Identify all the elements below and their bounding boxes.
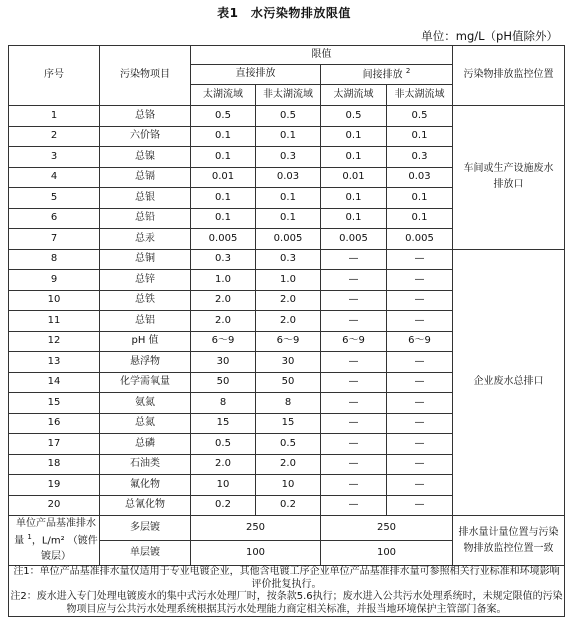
direct-non-taihu-value: 6～9 <box>256 331 321 352</box>
indirect-taihu-value: — <box>321 434 387 455</box>
row-number: 1 <box>9 106 100 127</box>
row-number: 12 <box>9 331 100 352</box>
row-number: 14 <box>9 372 100 393</box>
direct-taihu-value: 0.1 <box>191 147 256 168</box>
header-limit: 限值 <box>191 46 453 65</box>
direct-taihu-value: 0.2 <box>191 495 256 516</box>
indirect-taihu-value: — <box>321 249 387 270</box>
header-indirect-taihu: 太湖流域 <box>321 85 387 106</box>
pollutant-name: 总银 <box>100 188 191 209</box>
base-multi-indirect: 250 <box>321 516 453 541</box>
pollutant-name: 总氰化物 <box>100 495 191 516</box>
pollutant-name: 总镍 <box>100 147 191 168</box>
direct-taihu-value: 50 <box>191 372 256 393</box>
row-number: 6 <box>9 208 100 229</box>
unit-note: 单位：mg/L（pH值除外） <box>421 29 558 43</box>
header-item: 污染物项目 <box>100 46 191 106</box>
direct-non-taihu-value: 8 <box>256 393 321 414</box>
pollutant-name: 总汞 <box>100 229 191 250</box>
indirect-non-taihu-value: 6～9 <box>387 331 453 352</box>
pollutant-name: 总锌 <box>100 270 191 291</box>
direct-non-taihu-value: 0.3 <box>256 147 321 168</box>
notes-block <box>9 566 565 617</box>
indirect-non-taihu-value: — <box>387 434 453 455</box>
direct-non-taihu-value: 0.005 <box>256 229 321 250</box>
indirect-taihu-value: 0.1 <box>321 208 387 229</box>
direct-taihu-value: 15 <box>191 413 256 434</box>
indirect-non-taihu-value: — <box>387 372 453 393</box>
header-indirect: 间接排放 $^2$ <box>321 65 453 85</box>
base-drainage-label: 单位产品基准排水量 $^1$，L/m² （镀件镀层） <box>9 516 100 566</box>
indirect-taihu-value: — <box>321 413 387 434</box>
direct-taihu-value: 0.1 <box>191 208 256 229</box>
direct-taihu-value: 6～9 <box>191 331 256 352</box>
indirect-non-taihu-value: — <box>387 352 453 373</box>
row-number: 10 <box>9 290 100 311</box>
base-single-indirect: 100 <box>321 541 453 566</box>
direct-non-taihu-value: 0.5 <box>256 434 321 455</box>
row-number: 15 <box>9 393 100 414</box>
indirect-taihu-value: — <box>321 270 387 291</box>
indirect-non-taihu-value: — <box>387 495 453 516</box>
direct-non-taihu-value: 0.03 <box>256 167 321 188</box>
direct-non-taihu-value: 0.2 <box>256 495 321 516</box>
indirect-non-taihu-value: 0.5 <box>387 106 453 127</box>
indirect-non-taihu-value: 0.03 <box>387 167 453 188</box>
indirect-taihu-value: 6～9 <box>321 331 387 352</box>
indirect-taihu-value: — <box>321 454 387 475</box>
indirect-non-taihu-value: — <box>387 311 453 332</box>
base-multi-label: 多层镀 <box>100 516 191 541</box>
row-number: 16 <box>9 413 100 434</box>
pollutant-name: 总氮 <box>100 413 191 434</box>
direct-non-taihu-value: 0.3 <box>256 249 321 270</box>
header-direct-non-taihu: 非太湖流域 <box>256 85 321 106</box>
direct-taihu-value: 1.0 <box>191 270 256 291</box>
direct-taihu-value: 0.3 <box>191 249 256 270</box>
direct-taihu-value: 0.5 <box>191 434 256 455</box>
header-seq: 序号 <box>9 46 100 106</box>
pollutant-name: 总磷 <box>100 434 191 455</box>
direct-taihu-value: 2.0 <box>191 290 256 311</box>
direct-taihu-value: 2.0 <box>191 311 256 332</box>
row-number: 7 <box>9 229 100 250</box>
direct-taihu-value: 2.0 <box>191 454 256 475</box>
indirect-non-taihu-value: — <box>387 475 453 496</box>
base-multi-direct: 250 <box>191 516 321 541</box>
indirect-taihu-value: 0.01 <box>321 167 387 188</box>
header-direct: 直接排放 <box>191 65 321 85</box>
pollutant-name: 石油类 <box>100 454 191 475</box>
direct-taihu-value: 10 <box>191 475 256 496</box>
direct-taihu-value: 0.5 <box>191 106 256 127</box>
row-number: 4 <box>9 167 100 188</box>
indirect-non-taihu-value: — <box>387 290 453 311</box>
indirect-non-taihu-value: — <box>387 454 453 475</box>
row-number: 19 <box>9 475 100 496</box>
direct-taihu-value: 0.005 <box>191 229 256 250</box>
indirect-taihu-value: — <box>321 475 387 496</box>
row-number: 18 <box>9 454 100 475</box>
pollutant-name: 六价铬 <box>100 126 191 147</box>
base-monitor: 排水量计量位置与污染物排放监控位置一致 <box>453 516 565 566</box>
direct-non-taihu-value: 0.1 <box>256 208 321 229</box>
direct-taihu-value: 30 <box>191 352 256 373</box>
direct-taihu-value: 8 <box>191 393 256 414</box>
direct-non-taihu-value: 2.0 <box>256 311 321 332</box>
indirect-non-taihu-value: 0.3 <box>387 147 453 168</box>
pollutant-name: 总铁 <box>100 290 191 311</box>
indirect-taihu-value: — <box>321 290 387 311</box>
indirect-taihu-value: 0.1 <box>321 188 387 209</box>
direct-taihu-value: 0.01 <box>191 167 256 188</box>
direct-non-taihu-value: 2.0 <box>256 290 321 311</box>
row-number: 20 <box>9 495 100 516</box>
indirect-taihu-value: — <box>321 393 387 414</box>
direct-non-taihu-value: 0.1 <box>256 188 321 209</box>
indirect-taihu-value: — <box>321 372 387 393</box>
note-1: 注1：单位产品基准排水量仅适用于专业电镀企业，其他含电镀工序企业单位产品基准排水量可参照相关行业标准和环境影响评价批复执行。 <box>13 566 560 590</box>
direct-taihu-value: 0.1 <box>191 126 256 147</box>
indirect-taihu-value: — <box>321 352 387 373</box>
pollutant-name: 总铅 <box>100 208 191 229</box>
pollutant-name: 氟化物 <box>100 475 191 496</box>
row-number: 2 <box>9 126 100 147</box>
pollutant-name: 总镉 <box>100 167 191 188</box>
table-title: 表1 水污染物排放限值 <box>217 6 351 20</box>
indirect-non-taihu-value: 0.1 <box>387 126 453 147</box>
direct-non-taihu-value: 50 <box>256 372 321 393</box>
pollutant-name: 总铝 <box>100 311 191 332</box>
row-number: 3 <box>9 147 100 168</box>
row-number: 9 <box>9 270 100 291</box>
direct-non-taihu-value: 1.0 <box>256 270 321 291</box>
indirect-taihu-value: 0.005 <box>321 229 387 250</box>
row-number: 5 <box>9 188 100 209</box>
indirect-taihu-value: 0.1 <box>321 147 387 168</box>
pollutant-name: pH 值 <box>100 331 191 352</box>
header-monitor: 污染物排放监控位置 <box>453 46 565 106</box>
row-number: 8 <box>9 249 100 270</box>
direct-taihu-value: 0.1 <box>191 188 256 209</box>
indirect-non-taihu-value: — <box>387 393 453 414</box>
indirect-non-taihu-value: 0.005 <box>387 229 453 250</box>
indirect-taihu-value: — <box>321 495 387 516</box>
indirect-taihu-value: 0.1 <box>321 126 387 147</box>
indirect-non-taihu-value: — <box>387 413 453 434</box>
header-direct-taihu: 太湖流域 <box>191 85 256 106</box>
base-single-label: 单层镀 <box>100 541 191 566</box>
header-indirect-non-taihu: 非太湖流域 <box>387 85 453 106</box>
indirect-non-taihu-value: 0.1 <box>387 188 453 209</box>
monitor-location-total-outlet: 企业废水总排口 <box>453 249 565 516</box>
indirect-taihu-value: — <box>321 311 387 332</box>
row-number: 11 <box>9 311 100 332</box>
table-row <box>9 249 565 270</box>
indirect-non-taihu-value: 0.1 <box>387 208 453 229</box>
pollutant-name: 悬浮物 <box>100 352 191 373</box>
pollutant-name: 总铜 <box>100 249 191 270</box>
indirect-non-taihu-value: — <box>387 249 453 270</box>
pollutant-name: 化学需氧量 <box>100 372 191 393</box>
direct-non-taihu-value: 0.5 <box>256 106 321 127</box>
emission-limits-table <box>8 45 565 617</box>
pollutant-name: 总铬 <box>100 106 191 127</box>
base-single-direct: 100 <box>191 541 321 566</box>
direct-non-taihu-value: 30 <box>256 352 321 373</box>
direct-non-taihu-value: 10 <box>256 475 321 496</box>
table-row <box>9 106 565 127</box>
indirect-non-taihu-value: — <box>387 270 453 291</box>
monitor-location-workshop: 车间或生产设施废水排放口 <box>453 106 565 250</box>
direct-non-taihu-value: 15 <box>256 413 321 434</box>
row-number: 17 <box>9 434 100 455</box>
note-2: 注2：废水进入专门处理电镀废水的集中式污水处理厂时，按条款5.6执行；废水进入公共污水处理系统时，未规定限值的污染物项目应与公共污水处理系统根据其污水处理能力商定相关标准，并报当地环境保护主管部门备案。 <box>10 591 563 615</box>
direct-non-taihu-value: 2.0 <box>256 454 321 475</box>
direct-non-taihu-value: 0.1 <box>256 126 321 147</box>
row-number: 13 <box>9 352 100 373</box>
indirect-taihu-value: 0.5 <box>321 106 387 127</box>
pollutant-name: 氨氮 <box>100 393 191 414</box>
